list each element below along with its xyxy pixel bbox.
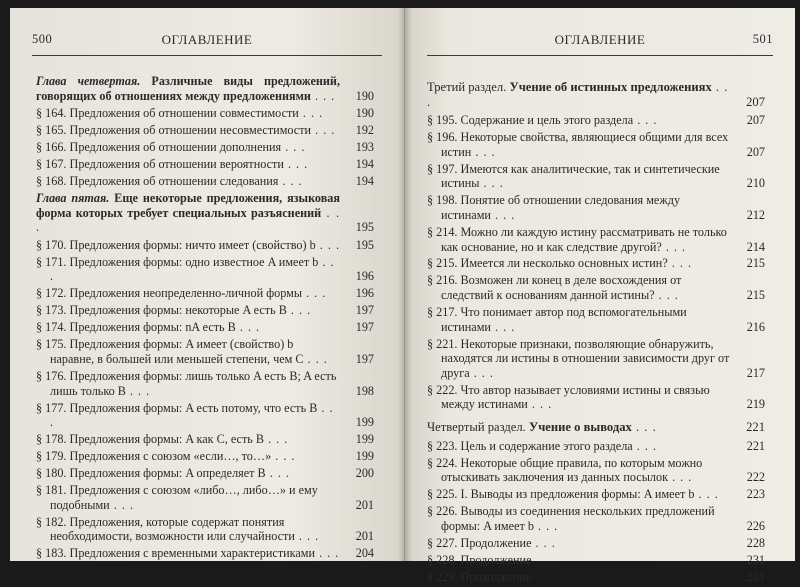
toc-leader-dots: . . . [50,400,334,430]
left-toc-list [36,72,374,563]
toc-page-number: 194 [355,174,374,189]
toc-entry-text [427,225,731,254]
toc-page-number: 201 [355,529,374,544]
right-running-title: ОГЛАВЛЕНИЕ [554,32,646,47]
toc-page-number: 212 [746,207,765,222]
toc-entry-text [36,432,340,447]
toc-page-number: 214 [746,239,765,254]
toc-entry-title: § 195. Содержание и цель этого раздела [427,113,634,128]
toc-entry [36,303,374,318]
toc-entry-title: § 215. Имеется ли несколько основных истин? [427,256,668,271]
toc-entry-text [427,504,731,533]
toc-entry-title: § 226. Выводы из соединения нескольких предложений формы: A имеет b [427,504,715,533]
toc-leader-dots: . . . [694,487,719,502]
toc-heading-label: Четвертый раздел. [427,419,526,434]
toc-page-number: 194 [355,157,374,172]
toc-leader-dots: . . . [471,144,496,159]
left-page-header [32,32,382,50]
toc-leader-dots: . . . [235,320,261,335]
toc-leader-dots: . . . [125,383,151,398]
toc-page-number: 215 [746,288,765,303]
toc-page-number: 223 [746,487,765,502]
toc-heading-label: Глава четвертая. [36,74,141,88]
toc-leader-dots: . . . [531,535,556,550]
toc-page-number: 231 [746,569,765,584]
toc-page-number: 215 [746,256,765,271]
toc-entry-text [427,487,731,502]
toc-page-number: 195 [355,220,374,235]
toc-entry-text [36,483,340,512]
toc-entry [36,449,374,464]
toc-entry-text [427,305,731,334]
toc-chapter-heading [36,74,374,103]
toc-entry-title: § 181. Предложения с союзом «либо…, либо…» и ему подобными [36,483,318,512]
toc-leader-dots: . . . [632,438,657,453]
toc-entry-text [36,238,340,253]
toc-leader-dots: . . . [490,207,516,222]
toc-entry-text [427,130,731,159]
toc-page-number: 221 [746,438,765,453]
toc-entry-text [427,162,731,191]
toc-entry-text [427,536,731,551]
toc-leader-dots: . . . [278,174,303,189]
toc-page-number: 199 [355,432,374,447]
toc-page-number: 217 [746,365,765,380]
toc-entry [427,162,765,191]
toc-leader-dots: . . . [531,552,556,567]
toc-page-number: 207 [746,144,765,159]
toc-leader-dots: . . . [531,569,556,584]
toc-entry-text [427,439,731,454]
toc-heading-label: Глава пятая. [36,191,110,206]
toc-entry-title: § 217. Что понимает автор под вспомогательными истинами [427,305,687,334]
toc-entry-text [36,303,340,318]
toc-entry-title: § 197. Имеются как аналитические, так и синтетические истины [427,161,720,191]
toc-entry-text [36,449,340,464]
toc-entry-title: § 177. Предложения формы: A есть потому, что есть B [36,400,318,415]
toc-leader-dots: . . . [631,419,657,434]
toc-page-number: 200 [355,466,374,481]
toc-entry [36,286,374,301]
toc-heading-title: Учение об истинных предложениях [509,80,712,94]
toc-entry-title: § 174. Предложения формы: nA есть B [36,320,236,335]
toc-entry [427,193,765,222]
toc-entry-title: § 172. Предложения неопределенно-личной формы [36,286,303,301]
toc-entry [36,369,374,398]
toc-entry-title: § 164. Предложения об отношении совместимости [36,106,299,121]
toc-page-number: 192 [355,123,374,138]
toc-entry-title: § 223. Цель и содержание этого раздела [427,438,633,453]
toc-entry-title: § 170. Предложения формы: ничто имеет (свойство) b [36,237,316,252]
toc-page-number: 219 [746,397,765,412]
toc-entry-text [36,286,340,301]
right-page-number: 501 [752,32,773,46]
toc-entry [427,337,765,381]
toc-entry [427,487,765,502]
toc-leader-dots: . . . [427,80,729,109]
toc-leader-dots: . . . [311,123,336,138]
right-page [405,8,795,584]
toc-page-number: 197 [355,352,374,366]
toc-entry-text [36,106,340,121]
toc-entry-title: § 229. Продолжение [427,569,532,584]
toc-entry [427,305,765,334]
toc-entry-title: § 182. Предложения, которые содержат понятия необходимости, возможности или случайности [36,514,295,544]
right-toc-list [427,72,765,587]
toc-heading-title: Учение о выводах [528,419,632,434]
toc-entry-text [36,515,340,544]
toc-entry [36,157,374,172]
toc-entry-title: § 179. Предложения с союзом «если…, то…» [36,449,272,464]
toc-entry-text [36,320,340,335]
toc-page-number: 199 [355,449,374,464]
toc-entry [427,536,765,551]
toc-page-number: 228 [746,535,765,550]
toc-entry [36,123,374,138]
toc-entry [36,106,374,121]
toc-entry-text [36,466,340,481]
toc-heading-title: Различные виды предложений, говорящих об отношениях между предложениями [36,74,340,103]
toc-page-number: 226 [746,518,765,533]
right-header-rule [427,55,773,56]
toc-entry-text [36,157,340,172]
toc-page-number: 207 [746,113,765,128]
toc-leader-dots: . . . [479,176,504,191]
toc-entry-title: § 168. Предложения об отношении следования [36,174,279,189]
toc-entry [36,432,374,447]
toc-leader-dots: . . . [667,256,693,271]
toc-entry-text [36,140,340,155]
toc-entry [36,515,374,544]
toc-entry-text [36,191,340,235]
toc-leader-dots: . . . [50,254,335,284]
toc-leader-dots: . . . [298,106,324,121]
toc-entry [427,570,765,585]
toc-page-number: 231 [746,552,765,567]
toc-leader-dots: . . . [633,113,658,128]
toc-entry-title: § 173. Предложения формы: некоторые A есть B [36,303,287,318]
toc-leader-dots: . . . [533,518,559,533]
toc-entry [427,456,765,485]
toc-entry-title: § 165. Предложения об отношении несовместимости [36,123,312,138]
toc-chapter-heading [36,191,374,235]
toc-entry-title: § 166. Предложения об отношении дополнения [36,140,282,155]
toc-entry-title: § 227. Продолжение [427,535,532,550]
toc-entry [427,130,765,159]
toc-entry-text [36,174,340,189]
toc-page-number: 193 [355,140,374,155]
toc-entry-text [36,337,340,366]
toc-entry [427,113,765,128]
toc-entry-text [36,546,340,561]
toc-entry [427,273,765,302]
toc-entry-title: § 216. Возможен ли конец в деле восхождения от следствий к основаниям данной истины? [427,273,682,303]
toc-entry-title: § 175. Предложения формы: A имеет (свойство) b наравне, в большей или меньшей степени, чем C [36,337,304,366]
toc-entry-title: § 228. Продолжение [427,552,532,567]
toc-leader-dots: . . . [527,397,553,412]
toc-page-number: 222 [746,470,765,485]
toc-entry [36,140,374,155]
toc-entry [36,238,374,253]
toc-entry-text [427,273,731,302]
left-running-title: ОГЛАВЛЕНИЕ [161,32,253,47]
toc-leader-dots: . . . [36,205,340,235]
left-header-rule [32,55,382,56]
toc-leader-dots: . . . [310,88,336,103]
toc-page-number: 221 [746,419,765,434]
toc-leader-dots: . . . [271,449,296,464]
toc-entry [427,225,765,254]
toc-leader-dots: . . . [490,319,516,334]
left-page [10,8,405,561]
toc-entry-text [427,193,731,222]
toc-entry-title: § 183. Предложения с временными характеристиками [36,546,316,561]
toc-page-number: 210 [746,176,765,191]
toc-entry-title: § 224. Некоторые общие правила, по которым можно отыскивать заключения из данных посылок [427,455,703,485]
toc-page-number: 190 [355,88,374,103]
toc-entry-text [427,456,731,485]
toc-entry-text [427,553,731,568]
toc-page-number: 190 [355,106,374,121]
toc-page-number: 198 [355,383,374,398]
toc-entry [427,553,765,568]
toc-entry-title: § 180. Предложения формы: A определяет B [36,466,266,481]
toc-entry-text [36,74,340,103]
toc-page-number: 199 [355,415,374,430]
toc-leader-dots: . . . [315,237,340,252]
toc-leader-dots: . . . [265,466,290,481]
toc-entry-text [36,123,340,138]
toc-entry-title: § 171. Предложения формы: одно известное A имеет b [36,254,319,269]
toc-page-number: 195 [355,237,374,252]
toc-page-number: 216 [746,319,765,334]
toc-entry [427,383,765,412]
toc-leader-dots: . . . [294,529,320,544]
toc-leader-dots: . . . [281,140,306,155]
toc-entry-text [427,80,731,109]
toc-entry [36,337,374,366]
toc-page-number: 207 [746,94,765,109]
toc-entry-title: § 222. Что автор называет условиями истины и связью между истинами [427,382,710,412]
toc-entry-title: § 221. Некоторые признаки, позволяющие обнаружить, находятся ли истины в отношении зависимости друг от друга [427,336,730,380]
toc-leader-dots: . . . [283,157,309,172]
toc-entry-title: § 214. Можно ли каждую истину рассматривать не только как основание, но и как следствие другой? [427,224,727,254]
toc-entry-text [36,255,340,284]
toc-entry-title: § 176. Предложения формы: лишь только A есть B; A есть лишь только B [36,368,337,398]
toc-entry [427,256,765,271]
toc-entry [36,320,374,335]
toc-entry-title: § 167. Предложения об отношении вероятности [36,157,284,172]
toc-page-number: 197 [355,303,374,318]
toc-heading-label: Третий раздел. [427,80,507,94]
toc-entry [36,255,374,284]
toc-entry-text [427,420,731,435]
toc-entry [36,401,374,430]
toc-entry [427,439,765,454]
toc-entry-text [427,113,731,128]
toc-entry-text [36,401,340,430]
toc-leader-dots: . . . [668,470,693,485]
toc-entry-text [427,570,731,585]
left-page-number: 500 [32,32,53,46]
toc-entry-text [36,369,340,398]
toc-entry [36,546,374,561]
toc-page-number: 204 [355,546,374,561]
toc-entry [36,483,374,512]
toc-entry-text [427,256,731,271]
toc-entry-text [427,337,731,381]
toc-entry [427,504,765,533]
toc-leader-dots: . . . [264,432,289,447]
toc-entry-text [427,383,731,412]
toc-entry [36,466,374,481]
toc-entry-title: § 196. Некоторые свойства, являющиеся общими для всех истин [427,130,729,159]
toc-section-heading [427,420,765,435]
toc-page-number: 201 [355,497,374,512]
toc-leader-dots: . . . [286,303,312,318]
toc-page-number: 196 [355,269,374,284]
toc-entry-title: § 198. Понятие об отношении следования между истинами [427,193,681,222]
toc-page-number: 197 [355,320,374,335]
toc-entry [36,174,374,189]
toc-leader-dots: . . . [654,288,679,303]
toc-entry-title: § 178. Предложения формы: A как C, есть B [36,432,265,447]
toc-entry-title: § 225. I. Выводы из предложения формы: A имеет b [427,487,695,502]
right-page-header [427,32,773,50]
toc-leader-dots: . . . [303,352,328,366]
toc-page-number: 196 [355,286,374,301]
toc-heading-title: Еще некоторые предложения, языковая форма которых требует специальных разъяснений [36,191,340,220]
toc-leader-dots: . . . [469,365,494,380]
toc-section-heading [427,80,765,109]
toc-leader-dots: . . . [661,239,687,254]
toc-leader-dots: . . . [315,546,340,561]
toc-leader-dots: . . . [302,286,327,301]
toc-leader-dots: . . . [109,497,134,512]
